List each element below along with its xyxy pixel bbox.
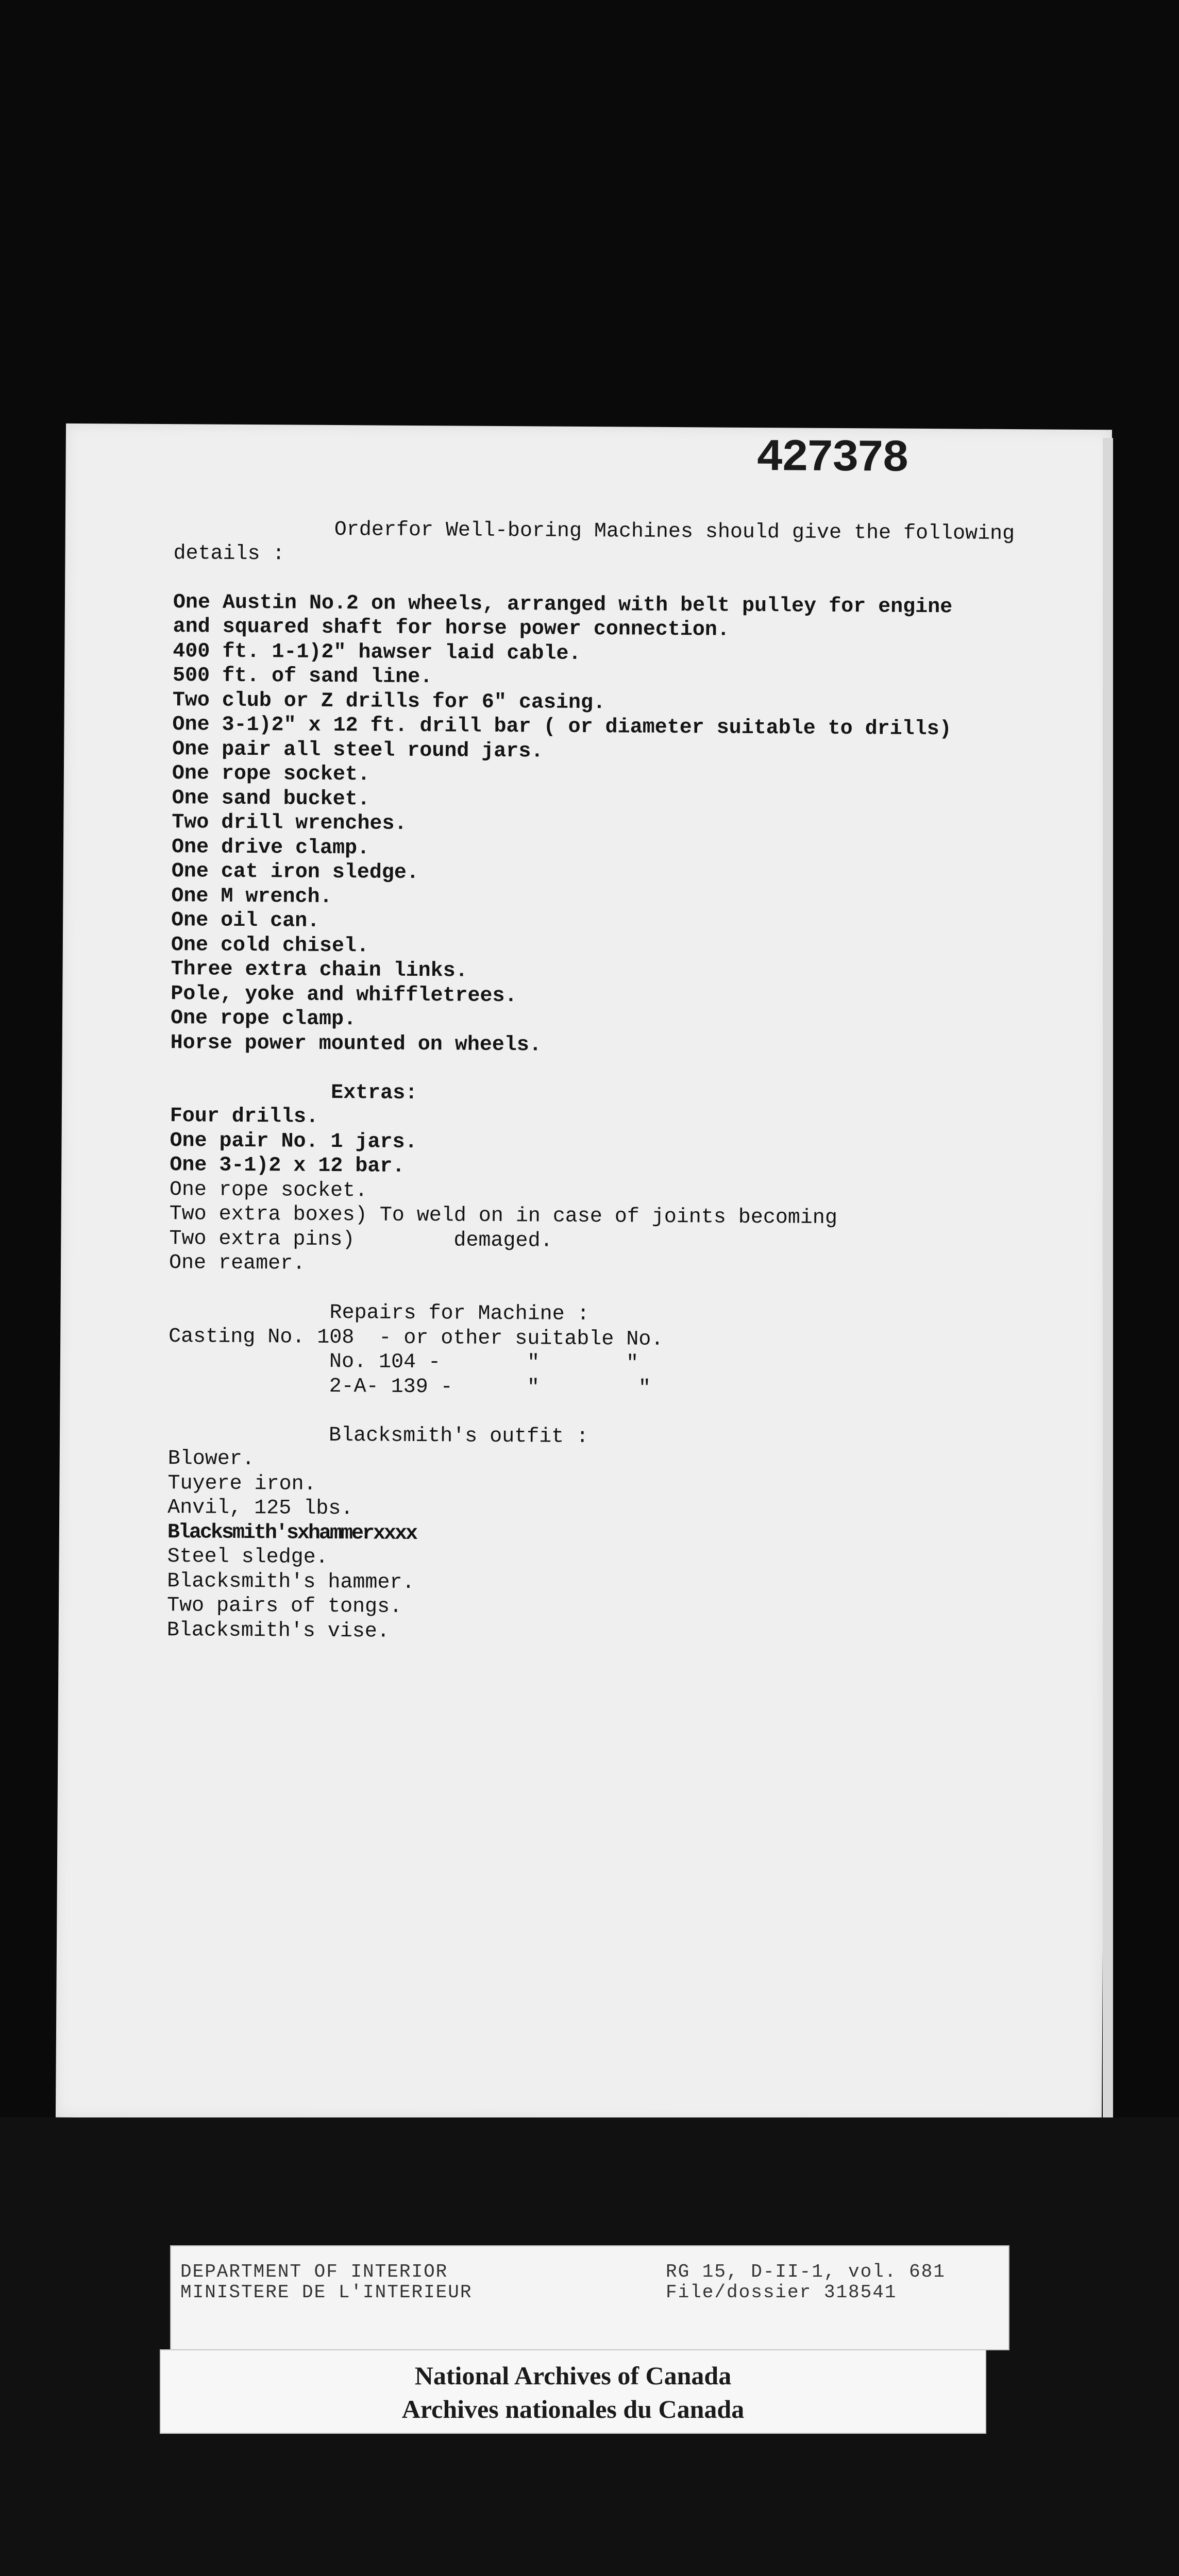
text-line: One cat iron sledge. [171,860,419,885]
text-line: One Austin No.2 on wheels, arranged with belt pulley for engine [173,590,953,619]
text-line: One M wrench. [171,884,332,909]
text-line: One rope socket. [169,1178,368,1202]
text-line: Blacksmith's vise. [166,1618,390,1643]
text-line: Two club or Z drills for 6" casing. [172,688,606,715]
text-line: Blacksmith'sxhammerxxxx [167,1520,417,1546]
text-line: Three extra chain links. [171,958,468,983]
document-page [56,423,1112,2124]
text-line: One pair No. 1 jars. [170,1129,417,1154]
document-body [167,517,1015,1648]
text-line: Blower. [167,1447,255,1471]
text-line: Two extra pins) demaged. [169,1227,553,1253]
text-line: Pole, yoke and whiffletrees. [171,982,517,1008]
text-line: Horse power mounted on wheels. [170,1031,542,1057]
text-line: 2-A- 139 - " " [168,1374,651,1400]
text-line: One drive clamp. [171,835,370,860]
text-line: Two pairs of tongs. [166,1594,402,1619]
text-line: Casting No. 108 - or other suitable No. [169,1325,664,1351]
text-line: and squared shaft for horse power connection. [173,615,730,642]
archives-en: National Archives of Canada [414,2361,732,2390]
reference-file: File/dossier 318541 [666,2282,897,2303]
text-line: No. 104 - " " [168,1349,639,1376]
text-line: One pair all steel round jars. [172,737,544,763]
text-line: 400 ft. 1-1)2" hawser laid cable. [173,639,581,666]
text-line: One oil can. [171,909,320,933]
text-line: Two drill wrenches. [172,811,407,836]
text-line: One cold chisel. [171,933,369,958]
text-line: 500 ft. of sand line. [172,664,433,689]
department-names [180,2262,472,2303]
text-line: One reamer. [169,1251,306,1276]
page-edge [1103,438,1113,2123]
text-line: Extras: [170,1080,418,1105]
text-line: Four drills. [170,1105,319,1129]
text-line: Repairs for Machine : [169,1300,590,1327]
text-line: Tuyere iron. [167,1471,316,1496]
text-line: Blacksmith's outfit : [167,1422,589,1449]
page-number: 427378 [756,433,907,485]
department-label [170,2245,1009,2350]
department-fr: MINISTERE DE L'INTERIEUR [180,2282,473,2303]
reference-numbers [666,2262,946,2303]
text-line: Steel sledge. [167,1545,328,1569]
department-en: DEPARTMENT OF INTERIOR [180,2261,448,2282]
text-line: One rope socket. [172,762,370,787]
text-line: One sand bucket. [172,786,370,811]
text-line: details : [173,541,285,566]
text-line: One rope clamp. [170,1007,357,1031]
reference-rg: RG 15, D-II-1, vol. 681 [666,2261,946,2282]
archives-fr: Archives nationales du Canada [401,2395,745,2424]
text-line: Blacksmith's hammer. [167,1569,415,1595]
text-line: Two extra boxes) To weld on in case of joints becoming [169,1202,838,1230]
text-line: One 3-1)2 x 12 bar. [170,1154,405,1178]
text-line: Orderfor Well-boring Machines should give the following [173,517,1015,546]
text-line: One 3-1)2" x 12 ft. drill bar ( or diameter suitable to drills) [172,713,952,741]
archives-label [160,2349,986,2434]
text-line: Anvil, 125 lbs. [167,1496,353,1521]
